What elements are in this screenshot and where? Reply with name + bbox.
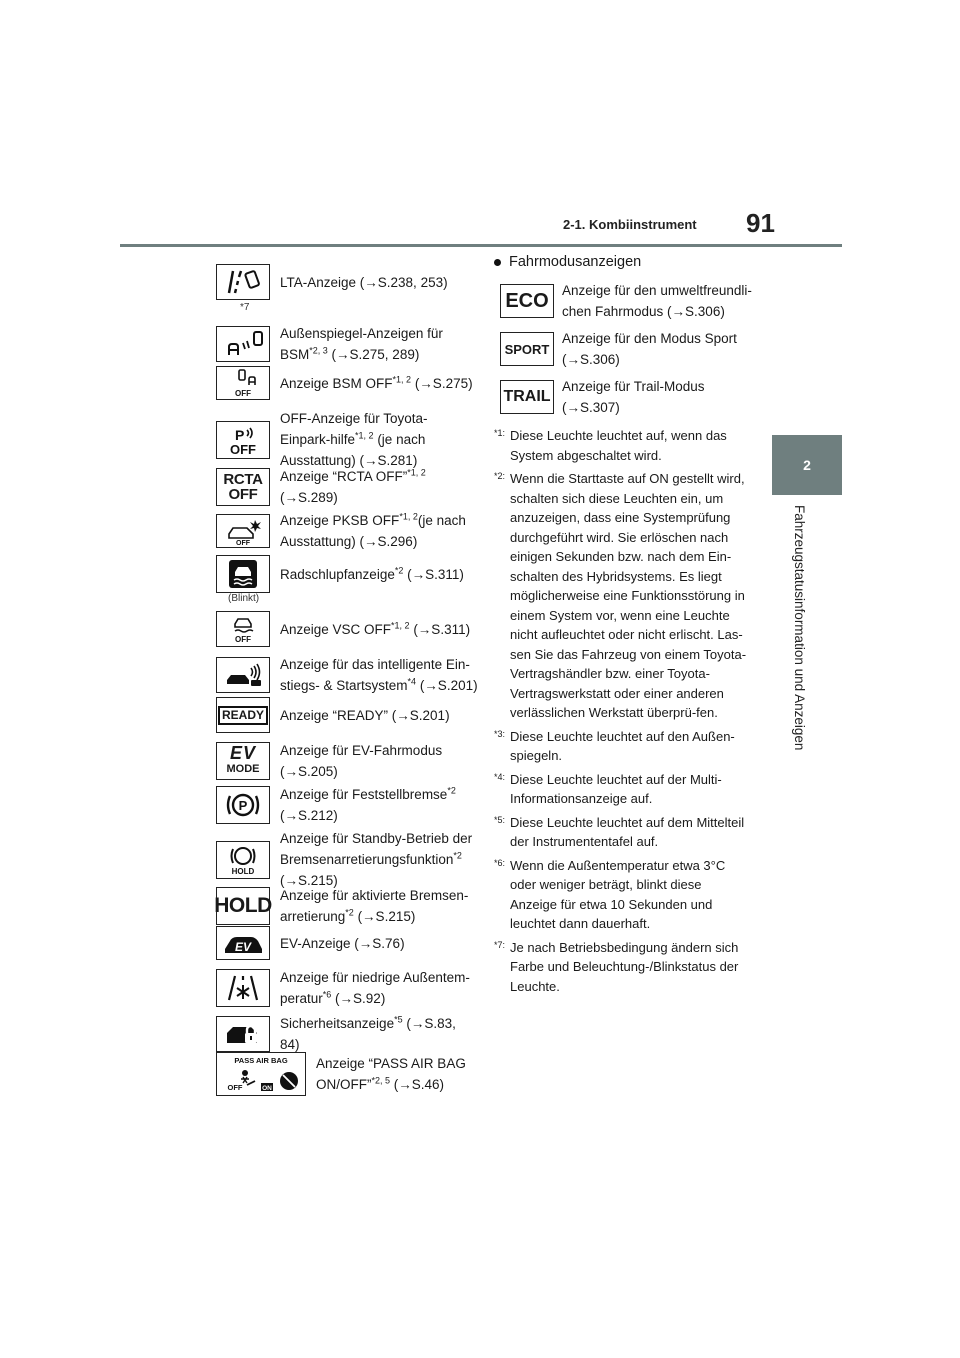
- ready-label: READY: [218, 706, 268, 725]
- pksb-off-icon: [216, 514, 270, 548]
- footnote-text: Wenn die Starttaste auf ON gestellt wird, schalten sich diese Leuchten ein, um anzuzeigen, dass eine Systemprüfung durchgeführt wird. Sie erlöschen nach einigen Sekunden bzw. nach dem Ein-schalten des Hybridsystems. Es liegt möglicherweise eine Funktionsstörung in einem System vor, wenn eine Leuchte nicht aufleuchtet oder nicht erlischt. Las-sen Sie das Fahrzeug von einem Toyota-Vertragshändler bzw. einer Toyota-Vertragswerkstatt oder einer anderen verlässlichen Werkstatt überprü-fen.: [510, 471, 747, 720]
- section-heading: [494, 254, 754, 270]
- item-text: Anzeige für das intelligente Ein-stiegs- & Startsystem: [280, 657, 470, 693]
- footnote-ref: *1, 2: [355, 430, 374, 441]
- eco-icon: [500, 284, 554, 318]
- list-item: [216, 611, 480, 647]
- footnote-mark: *6:: [494, 857, 506, 868]
- eco-label: ECO: [505, 289, 549, 312]
- bsm-mirror-icon: [216, 326, 270, 362]
- item-text: Anzeige für EV-Fahrmodus (→S.205): [280, 743, 443, 779]
- list-item: [216, 784, 470, 826]
- rcta-off-icon: [216, 468, 270, 506]
- list-item: [216, 1013, 470, 1055]
- item-text: Anzeige “PASS AIR BAG ON/OFF”: [316, 1056, 466, 1092]
- sport-icon: [500, 332, 554, 366]
- item-ref: (→S.311): [403, 566, 464, 582]
- mode-row: [500, 328, 754, 370]
- item-text: Anzeige für aktivierte Bremsen-arretierung: [280, 888, 469, 924]
- ev-label: EV: [234, 940, 252, 954]
- ev-mode-icon: [216, 742, 270, 780]
- off-label: OFF: [235, 389, 251, 398]
- brake-hold-active-icon: [216, 887, 270, 925]
- on-label: ON: [262, 1085, 272, 1092]
- rcta-label: RCTA: [223, 471, 263, 488]
- footnote-mark: *7:: [494, 939, 506, 950]
- footnote: [494, 727, 748, 766]
- item-text: Sicherheitsanzeige: [280, 1016, 395, 1031]
- footnote-mark: *4:: [494, 771, 506, 782]
- item-text: Anzeige “READY” (→S.201): [280, 707, 450, 723]
- footnote-mark: *3:: [494, 728, 506, 739]
- off-label: OFF: [236, 540, 250, 546]
- item-ref: (→S.215): [280, 873, 338, 888]
- list-item: [216, 555, 480, 593]
- sport-label: SPORT: [504, 341, 550, 357]
- footnote: [494, 856, 748, 934]
- slip-indicator-icon: [216, 555, 270, 593]
- off-label: OFF: [227, 1083, 243, 1092]
- list-item: [216, 366, 480, 400]
- pass-air-bag-label: PASS AIR BAG: [234, 1056, 288, 1065]
- page-number: 91: [746, 208, 775, 238]
- heading-text: Fahrmodusanzeigen: [509, 254, 642, 270]
- item-text: Anzeige PKSB OFF: [280, 513, 400, 528]
- item-ref: (→S.289): [280, 490, 338, 505]
- item-ref: (→S.83, 84): [280, 1016, 456, 1052]
- list-item: [216, 408, 470, 471]
- trail-icon: [500, 380, 554, 414]
- footnote: [494, 426, 748, 465]
- list-item: [216, 697, 480, 733]
- bullet-dot: [494, 259, 501, 266]
- item-text: Radschlupfanzeige: [280, 566, 395, 582]
- footnote-ref: *1, 2: [392, 374, 412, 384]
- parking-brake-icon: [216, 786, 270, 824]
- footnote-ref: *2: [345, 907, 354, 918]
- p-label: P: [238, 798, 248, 813]
- off-label: OFF: [230, 441, 256, 456]
- off-label: OFF: [235, 635, 251, 644]
- item-text: Anzeige VSC OFF: [280, 621, 392, 637]
- footnote-ref: *2, 3: [309, 345, 328, 356]
- item-ref: (→S.215): [353, 909, 416, 924]
- brake-hold-standby-icon: [216, 841, 270, 879]
- mode-desc: Anzeige für Trail-Modus (→S.307): [562, 379, 705, 415]
- list-item: [216, 967, 470, 1009]
- footnote-ref: *5: [394, 1014, 403, 1025]
- mode-desc: Anzeige für den Modus Sport (→S.306): [562, 331, 737, 367]
- parking-assist-off-icon: [216, 421, 270, 459]
- hold-label: HOLD: [231, 866, 255, 876]
- mode-row: [500, 280, 754, 322]
- item-ref: (→S.92): [331, 991, 386, 1006]
- item-ref: (→S.46): [390, 1077, 445, 1092]
- low-temp-icon: [216, 969, 270, 1007]
- item-text: Anzeige “RCTA OFF”: [280, 469, 408, 484]
- list-item: [216, 466, 470, 508]
- footnote: [494, 770, 748, 809]
- list-item: [216, 654, 480, 696]
- footnote-text: Diese Leuchte leuchtet auf, wenn das System abgeschaltet wird.: [510, 428, 727, 463]
- item-text: Anzeige BSM OFF: [280, 375, 393, 391]
- security-icon: [216, 1016, 270, 1052]
- footnote: [494, 469, 748, 723]
- footnote-ref: *4: [407, 676, 417, 687]
- list-item: [216, 740, 470, 782]
- footnote-ref: *6: [322, 989, 332, 1000]
- item-ref: (→S.275): [411, 375, 473, 391]
- item-text: Anzeige für Feststellbremse: [280, 787, 448, 802]
- footnote-ref: *2: [394, 565, 404, 575]
- vsc-off-icon: [216, 611, 270, 647]
- ready-icon: [216, 697, 270, 733]
- footnote-text: Wenn die Außentemperatur etwa 3°C oder weniger beträgt, blinkt diese Anzeige für etwa 10 Sekunden und leuchtet dann dauerhaft.: [510, 857, 726, 931]
- hold-label: HOLD: [214, 894, 272, 917]
- footnote-mark: *7: [240, 302, 250, 313]
- item-text: OFF-Anzeige für Toyota-Einpark-hilfe: [280, 411, 428, 447]
- header-rule: [120, 244, 842, 247]
- list-item: [216, 1052, 476, 1096]
- right-column: [494, 254, 754, 996]
- footnote-mark: *2:: [494, 471, 506, 481]
- item-ref: (je nach Ausstattung) (→S.296): [280, 513, 466, 549]
- item-ref: (→S.212): [280, 808, 338, 823]
- bsm-off-icon: [216, 366, 270, 400]
- smart-key-icon: [216, 657, 270, 693]
- pass-airbag-icon: [216, 1052, 306, 1096]
- mode-row: [500, 376, 754, 418]
- list-item: [216, 828, 480, 891]
- item-text: Anzeige für Standby-Betrieb der Bremsenarretierungsfunktion: [280, 831, 473, 867]
- footnote-ref: *1, 2: [407, 467, 426, 478]
- footnote-ref: *1, 2: [399, 511, 418, 522]
- mode-desc: Anzeige für den umweltfreundli-chen Fahrmodus (→S.306): [562, 283, 752, 319]
- footnote-mark: *5:: [494, 814, 506, 825]
- list-item: [216, 323, 470, 365]
- footnote-text: Je nach Betriebsbedingung ändern sich Farbe und Beleuchtung-/Blinkstatus der Leuchte.: [510, 939, 739, 994]
- list-item: [216, 926, 470, 960]
- footnote-text: Diese Leuchte leuchtet auf den Außen-spiegeln.: [510, 728, 735, 763]
- chapter-title: Fahrzeugstatusinformation und Anzeigen: [792, 505, 807, 751]
- p-label: P: [235, 426, 245, 443]
- list-item: [216, 510, 470, 552]
- footnote-ref: *2: [453, 850, 462, 861]
- trail-label: TRAIL: [503, 388, 551, 405]
- footnote-text: Diese Leuchte leuchtet auf der Multi-Informationsanzeige auf.: [510, 771, 722, 806]
- item-text: Anzeige für niedrige Außentem-peratur: [280, 970, 470, 1006]
- footnote: [494, 938, 748, 997]
- mode-label: MODE: [226, 763, 260, 775]
- ev-label: EV: [229, 743, 256, 763]
- footnote-ref: *2: [447, 785, 456, 796]
- chapter-tab: 2: [772, 435, 842, 495]
- item-ref: (→S.275, 289): [327, 347, 420, 362]
- footnote-ref: *2, 5: [371, 1075, 391, 1086]
- item-ref: (→S.311): [409, 621, 471, 637]
- list-item: [216, 264, 480, 300]
- item-ref: (je nach Ausstattung) (→S.281): [280, 432, 426, 468]
- blink-note: (Blinkt): [228, 593, 260, 604]
- lta-icon: [216, 264, 270, 300]
- footnote: [494, 813, 748, 852]
- item-ref: (→S.201): [416, 678, 478, 693]
- item-text: LTA-Anzeige (→S.238, 253): [280, 274, 448, 290]
- footnote-text: Diese Leuchte leuchtet auf dem Mittelteil der Instrumententafel auf.: [510, 814, 745, 849]
- section-title: 2-1. Kombiinstrument: [563, 217, 697, 232]
- footnote-ref: *1, 2: [391, 620, 410, 630]
- ev-icon: [216, 926, 270, 960]
- item-text: EV-Anzeige (→S.76): [280, 935, 405, 951]
- list-item: [216, 885, 470, 927]
- item-text: Außenspiegel-Anzeigen für BSM: [280, 326, 443, 362]
- off-label: OFF: [228, 486, 258, 503]
- footnote-mark: *1:: [494, 428, 506, 438]
